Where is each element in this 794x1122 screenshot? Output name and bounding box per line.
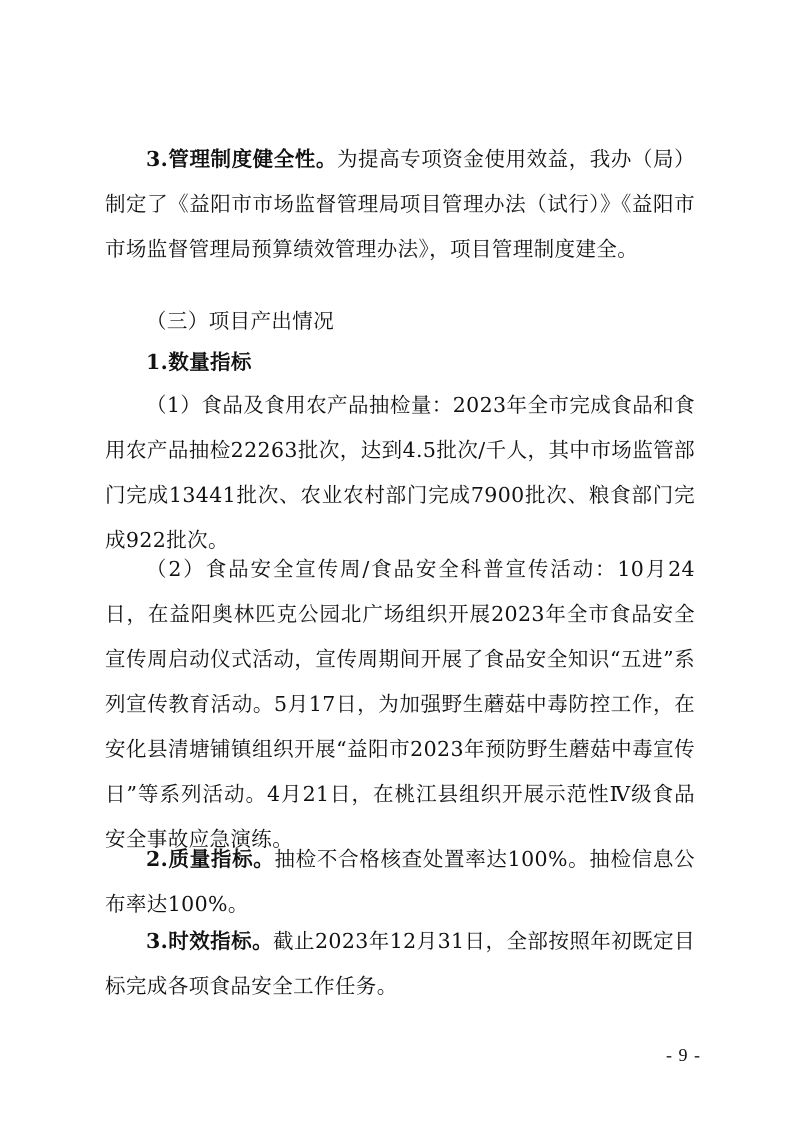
page-number: - 9 - (666, 1045, 701, 1065)
paragraph-quality-indicator (105, 837, 695, 927)
paragraph-body-management-system: 为提高专项资金使用效益，我办（局）制定了《益阳市市场监督管理局项目管理办法（试行）》《益阳市市场监督管理局预算绩效管理办法》，项目管理制度建全。 (105, 147, 695, 261)
paragraph-body-quality: 抽检不合格核查处置率达100%。抽检信息公布率达100%。 (105, 847, 696, 916)
paragraph-inspection-volume: （1）食品及食用农产品抽检量：2023年全市完成食品和食用农产品抽检22263批次，达到4.5批次/千人，其中市场监管部门完成13441批次、农业农村部门完成7900批次、粮食部门完成922批次。 (105, 393, 695, 552)
paragraph-heading-quality: 2.质量指标。 (146, 847, 275, 871)
paragraph-body-timeliness: 截止2023年12月31日，全部按照年初既定目标完成各项食品安全工作任务。 (105, 929, 695, 998)
section-heading-project-output: （三）项目产出情况 (146, 309, 335, 333)
paragraph-publicity-activities: （2）食品安全宣传周/食品安全科普宣传活动：10月24日，在益阳奥林匹克公园北广场组织开展2023年全市食品安全宣传周启动仪式活动，宣传周期间开展了食品安全知识“五进”系列宣传教育活动。5月17日，为加强野生蘑菇中毒防控工作，在安化县清塘铺镇组织开展“益阳市2023年预防野生蘑菇中毒宣传日”等系列活动。4月21日，在桃江县组织开展示范性Ⅳ级食品安全事故应急演练。 (105, 557, 695, 851)
paragraph-timeliness-indicator (105, 919, 695, 1009)
paragraph-management-system (105, 137, 695, 272)
paragraph-heading-management-system: 3.管理制度健全性。 (146, 147, 337, 171)
paragraph-heading-timeliness: 3.时效指标。 (146, 929, 274, 953)
subsection-heading-quantity: 1.数量指标 (146, 350, 252, 374)
